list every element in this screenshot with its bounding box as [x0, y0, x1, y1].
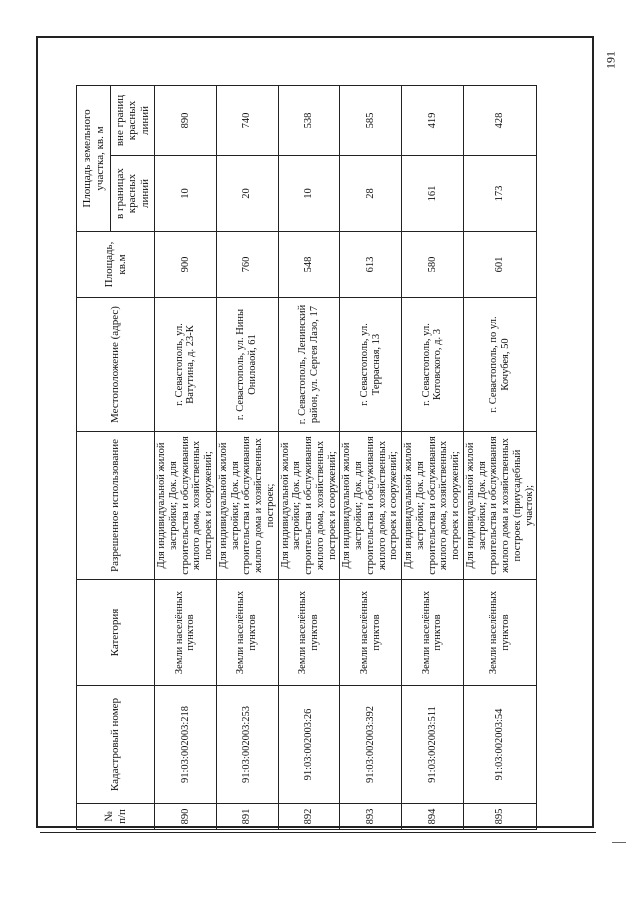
cell-cadastral: 91:03:002003:54: [463, 686, 537, 804]
cell-use: Для индивидуальной жилой застройки; Док. для строительства и обслуживания жилого дома, хозяйственных построек и сооружений;: [340, 432, 402, 580]
cell-use: Для индивидуальной жилой застройки; Док. для строительства и обслуживания жилого дома и хозяйственных построек (приусадебный участок);: [463, 432, 537, 580]
cell-location: г. Севастополь, Ленинский район, ул. Сергея Лазо, 17: [278, 298, 340, 432]
cell-category: Земли населённых пунктов: [463, 580, 537, 686]
header-cadastral: Кадастровый номер: [77, 686, 155, 804]
header-outside-red: вне границ красных линий: [111, 85, 155, 155]
header-inside-red: в границах красных линий: [111, 156, 155, 232]
cell-category: Земли населённых пунктов: [155, 580, 217, 686]
cell-location: г. Севастополь, по ул. Кочубея, 50: [463, 298, 537, 432]
table-row: [155, 85, 217, 829]
cell-outside: 538: [278, 85, 340, 155]
cell-use: Для индивидуальной жилой застройки; Док. для строительства и обслуживания жилого дома и хозяйственных построек;: [216, 432, 278, 580]
table-row: [278, 85, 340, 829]
cell-area: 760: [216, 232, 278, 298]
header-num: № п/п: [77, 804, 155, 830]
cell-num: 895: [463, 804, 537, 830]
cell-inside: 10: [155, 156, 217, 232]
cell-inside: 161: [402, 156, 464, 232]
cell-area: 548: [278, 232, 340, 298]
table-row: [402, 85, 464, 829]
cell-area: 601: [463, 232, 537, 298]
cell-num: 894: [402, 804, 464, 830]
cell-category: Земли населённых пунктов: [402, 580, 464, 686]
cell-use: Для индивидуальной жилой застройки; Док. для строительства и обслуживания жилого дома, хозяйственных построек и сооружений;: [278, 432, 340, 580]
header-category: Категория: [77, 580, 155, 686]
table-row: [216, 85, 278, 829]
cell-location: г. Севастополь, ул. Ватутина, д. 23-К: [155, 298, 217, 432]
cell-num: 890: [155, 804, 217, 830]
cell-num: 891: [216, 804, 278, 830]
cell-num: 892: [278, 804, 340, 830]
cell-num: 893: [340, 804, 402, 830]
cell-area: 580: [402, 232, 464, 298]
cell-inside: 20: [216, 156, 278, 232]
corner-mark: [612, 842, 626, 843]
land-plots-table: [76, 85, 537, 830]
cell-location: г. Севастополь, ул. Террасная, 13: [340, 298, 402, 432]
cell-outside: 585: [340, 85, 402, 155]
cell-cadastral: 91:03:002003:253: [216, 686, 278, 804]
cell-category: Земли населённых пунктов: [278, 580, 340, 686]
cell-outside: 428: [463, 85, 537, 155]
cell-use: Для индивидуальной жилой застройки; Док. для строительства и обслуживания жилого дома, хозяйственных построек и сооружений;: [402, 432, 464, 580]
table-row: [463, 85, 537, 829]
cell-category: Земли населённых пунктов: [216, 580, 278, 686]
header-use: Разрешенное использование: [77, 432, 155, 580]
cell-cadastral: 91:03:002003:392: [340, 686, 402, 804]
page-number: 191: [603, 51, 618, 69]
cell-use: Для индивидуальной жилой застройки; Док. для строительства и обслуживания жилого дома, хозяйственных построек и сооружений;: [155, 432, 217, 580]
footer-rule: [40, 832, 596, 833]
cell-location: г. Севастополь, ул. Нины Онилоаой, 61: [216, 298, 278, 432]
cell-location: г. Севастополь, ул. Котовского, д. 3: [402, 298, 464, 432]
cell-area: 900: [155, 232, 217, 298]
cell-cadastral: 91:03:002003:511: [402, 686, 464, 804]
cell-cadastral: 91:03:002003:218: [155, 686, 217, 804]
cell-outside: 419: [402, 85, 464, 155]
cell-outside: 890: [155, 85, 217, 155]
header-area: Площадь, кв.м: [77, 232, 155, 298]
cell-area: 613: [340, 232, 402, 298]
cell-outside: 740: [216, 85, 278, 155]
header-location: Местоположение (адрес): [77, 298, 155, 432]
table-row: [340, 85, 402, 829]
cell-inside: 10: [278, 156, 340, 232]
cell-inside: 173: [463, 156, 537, 232]
cell-category: Земли населённых пунктов: [340, 580, 402, 686]
rotated-table-wrapper: [76, 86, 534, 830]
cell-cadastral: 91:03:002003:26: [278, 686, 340, 804]
cell-inside: 28: [340, 156, 402, 232]
header-land-area-group: Площадь земельного участка, кв. м: [77, 85, 111, 231]
